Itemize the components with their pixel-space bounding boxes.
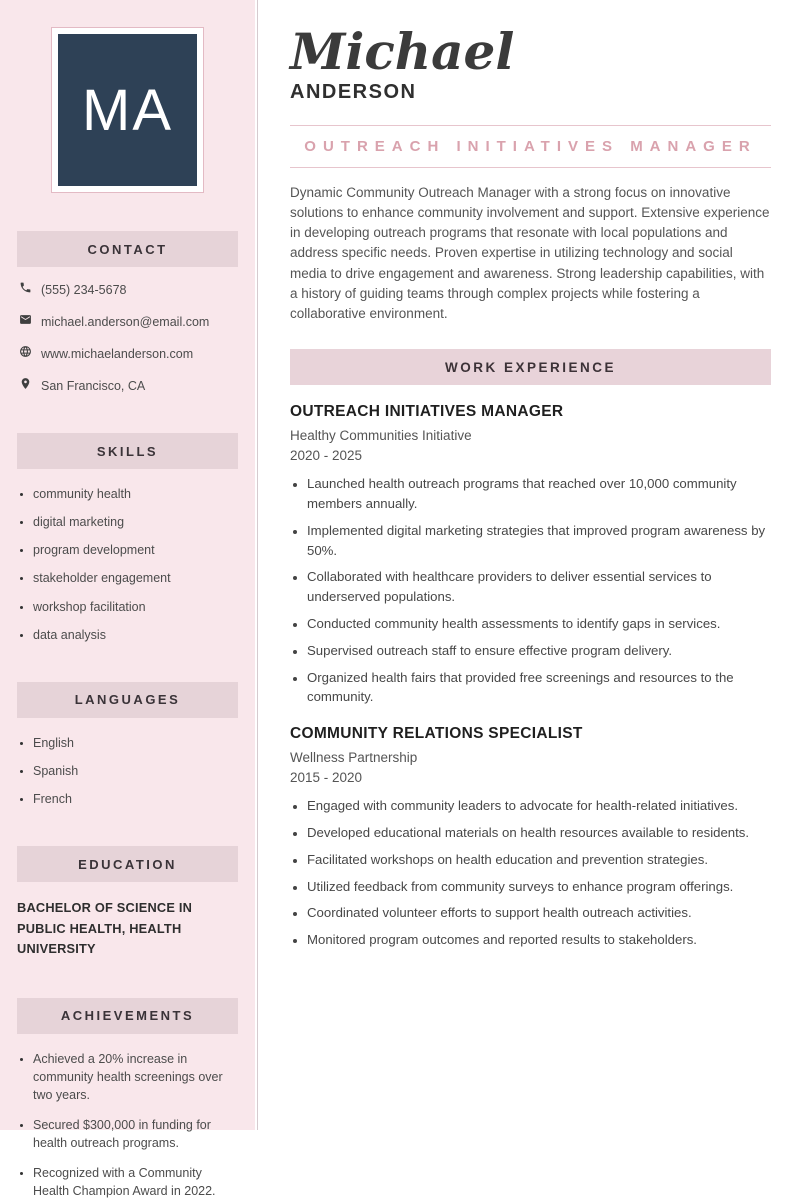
contact-phone: (555) 234-5678 (41, 283, 127, 297)
achievement-item: • Secured $300,000 in funding for health outreach programs. (33, 1116, 238, 1152)
language-item: • Spanish (33, 762, 238, 780)
contact-email[interactable]: michael.anderson@email.com (41, 315, 210, 329)
contact-website-row (19, 345, 236, 363)
job-bullet: • Developed educational materials on health resources available to residents. (307, 823, 771, 843)
job-bullet-list (307, 796, 771, 950)
monogram-initials: MA (82, 77, 173, 143)
skill-item: • data analysis (33, 626, 238, 644)
job-bullet: • Launched health outreach programs that reached over 10,000 community members annually. (307, 474, 771, 514)
languages-section-header: LANGUAGES (17, 682, 238, 718)
education-section-header: EDUCATION (17, 846, 238, 882)
skill-item: • community health (33, 485, 238, 503)
skills-list (33, 485, 238, 644)
globe-icon (19, 345, 32, 363)
job-bullet-list (307, 474, 771, 707)
job-bullet: • Collaborated with healthcare providers to deliver essential services to underserved populations. (307, 567, 771, 607)
skills-section-header: SKILLS (17, 433, 238, 469)
headline-rule-bottom (290, 167, 771, 168)
job-bullet: • Implemented digital marketing strategies that improved program awareness by 50%. (307, 521, 771, 561)
achievements-list (33, 1050, 238, 1200)
skill-item: • digital marketing (33, 513, 238, 531)
job-dates: 2015 - 2020 (290, 770, 363, 786)
last-name: ANDERSON (290, 80, 417, 103)
language-item: • English (33, 734, 238, 752)
monogram-frame (51, 27, 204, 193)
contact-list (17, 281, 238, 395)
education-degree: BACHELOR OF SCIENCE IN PUBLIC HEALTH, HEALTH UNIVERSITY (17, 900, 193, 957)
job-bullet: • Supervised outreach staff to ensure effective program delivery. (307, 641, 771, 661)
work-experience-header: WORK EXPERIENCE (290, 349, 771, 385)
language-item: • French (33, 790, 238, 808)
skill-item: • workshop facilitation (33, 598, 238, 616)
location-icon (19, 377, 32, 395)
contact-section-header: CONTACT (17, 231, 238, 267)
summary-paragraph: Dynamic Community Outreach Manager with a strong focus on innovative solutions to enhance community involvement and support. Extensive experience in developing outreach programs that resonate with local populations and address specific needs. Proven expertise in utilizing technology and social media to drive engagement and awareness. Strong leadership capabilities, with a history of guiding teams through complex projects while fostering a collaborative environment. (290, 184, 770, 321)
job-headline: OUTREACH INITIATIVES MANAGER (304, 137, 757, 155)
skill-item: • program development (33, 541, 238, 559)
contact-website[interactable]: www.michaelanderson.com (41, 347, 194, 361)
job-bullet: • Organized health fairs that provided free screenings and resources to the community. (307, 668, 771, 708)
job-company: Wellness Partnership (290, 750, 418, 766)
skill-item: • stakeholder engagement (33, 569, 238, 587)
job-entry (290, 403, 771, 707)
main-content (258, 0, 800, 1130)
phone-icon (19, 281, 32, 299)
job-bullet: • Facilitated workshops on health education and prevention strategies. (307, 850, 771, 870)
job-title: OUTREACH INITIATIVES MANAGER (290, 403, 564, 421)
monogram-box (58, 34, 197, 186)
job-dates: 2020 - 2025 (290, 448, 363, 464)
email-icon (19, 313, 32, 331)
job-bullet: • Utilized feedback from community surveys to enhance program offerings. (307, 877, 771, 897)
sidebar (0, 0, 255, 1199)
job-entry (290, 725, 771, 950)
job-bullet: • Engaged with community leaders to advocate for health-related initiatives. (307, 796, 771, 816)
contact-phone-row (19, 281, 236, 299)
job-bullet: • Coordinated volunteer efforts to support health outreach activities. (307, 903, 771, 923)
achievements-section-header: ACHIEVEMENTS (17, 998, 238, 1034)
languages-list (33, 734, 238, 808)
contact-location: San Francisco, CA (41, 379, 146, 393)
contact-email-row (19, 313, 236, 331)
achievement-item: • Recognized with a Community Health Champion Award in 2022. (33, 1164, 238, 1200)
achievement-item: • Achieved a 20% increase in community health screenings over two years. (33, 1050, 238, 1104)
job-company: Healthy Communities Initiative (290, 428, 472, 444)
job-title: COMMUNITY RELATIONS SPECIALIST (290, 725, 583, 743)
first-name: Michael (290, 22, 515, 81)
job-bullet: • Conducted community health assessments to identify gaps in services. (307, 614, 771, 634)
job-bullet: • Monitored program outcomes and reported results to stakeholders. (307, 930, 771, 950)
contact-location-row (19, 377, 236, 395)
